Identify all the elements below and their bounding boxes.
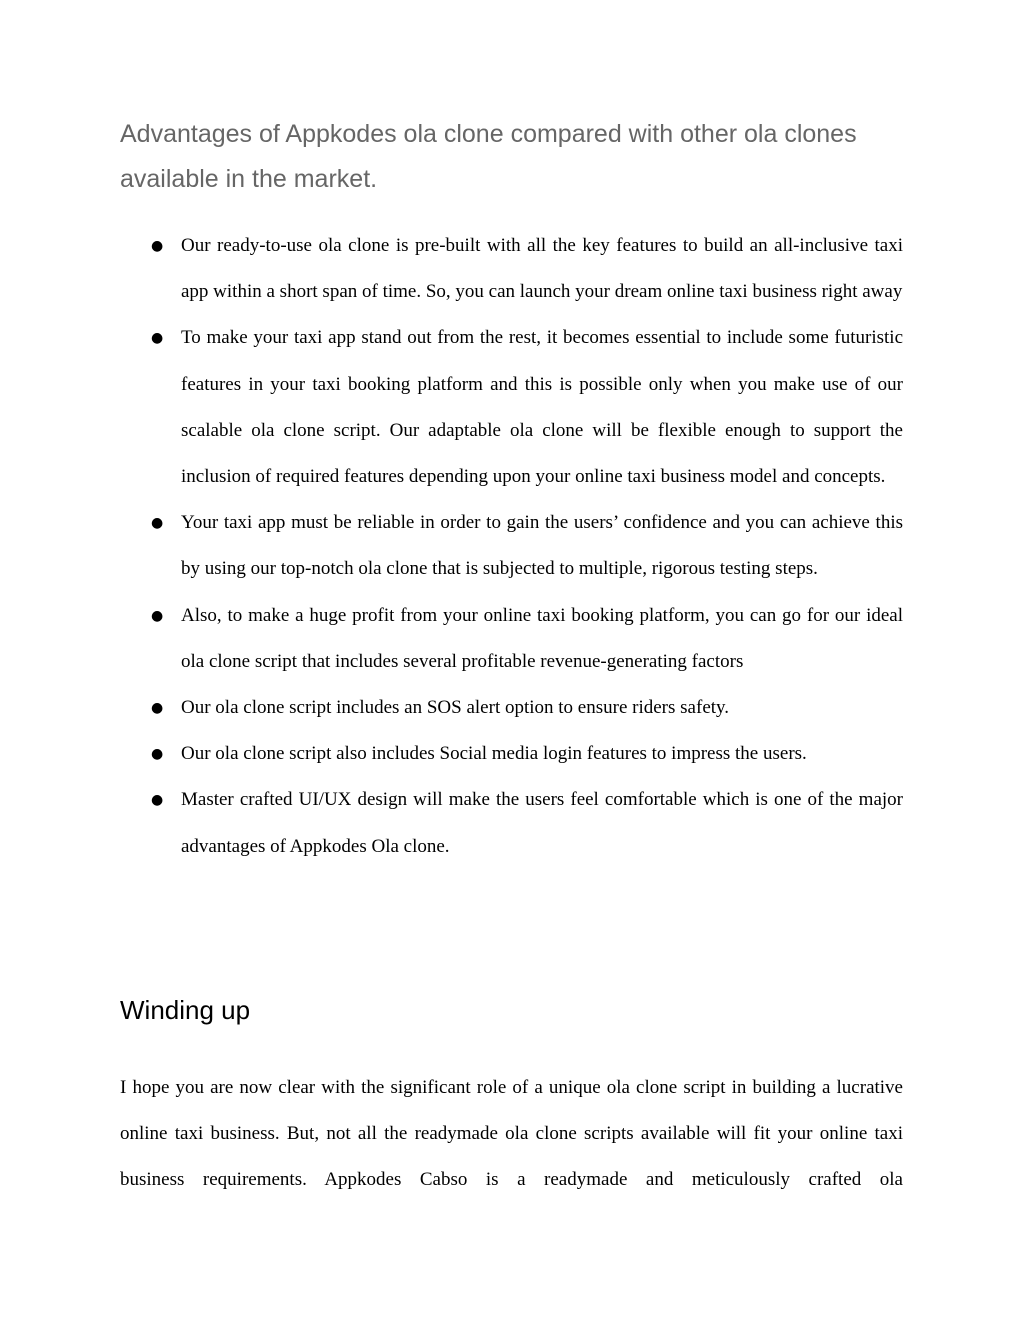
list-item-text: Our ola clone script includes an SOS alert option to ensure riders safety. [181,697,730,719]
list-item [120,315,903,500]
list-item [120,593,903,685]
list-item [120,777,903,869]
list-item-text: Our ola clone script also includes Social media login features to impress the users. [181,743,807,765]
list-item [120,223,903,315]
list-item [120,500,903,592]
list-item-text: Our ready-to-use ola clone is pre-built with all the key features to build an all-inclusive taxi app within a short span of time. So, you can launch your dream online taxi business right away [181,235,903,303]
bullet-icon: ● [151,746,164,763]
advantages-subtitle: Advantages of Appkodes ola clone compared with other ola clones available in the market. [120,120,857,193]
advantages-list [120,223,903,870]
winding-up-heading: Winding up [120,995,251,1025]
list-item [120,731,903,777]
bullet-icon: ● [151,238,164,254]
list-item-text: Your taxi app must be reliable in order to gain the users’ confidence and you can achieve this by using our top-notch ola clone that is subjected to multiple, rigorous testing steps. [181,512,903,580]
winding-up-paragraph: I hope you are now clear with the significant role of a unique ola clone script in building a lucrative online taxi business. But, not all the readymade ola clone scripts available will fit your online taxi business requirements. Appkodes Cabso is a readymade and meticulously crafted ola [120,1077,903,1191]
list-item-text: Master crafted UI/UX design will make the users feel comfortable which is one of the major advantages of Appkodes Ola clone. [181,789,903,857]
bullet-icon: ● [151,607,164,624]
list-item [120,685,903,731]
bullet-icon: ● [151,515,164,532]
bullet-icon: ● [151,330,164,347]
bullet-icon: ● [151,792,164,809]
list-item-text: Also, to make a huge profit from your online taxi booking platform, you can go for our ideal ola clone script that includes several profitable revenue-generating factors [181,604,903,672]
list-item-text: To make your taxi app stand out from the rest, it becomes essential to include some futuristic features in your taxi booking platform and this is possible only when you make use of our scalable ola clone script. Our adaptable ola clone will be flexible enough to support the inclusion of required features depending upon your online taxi business model and concepts. [181,327,903,488]
bullet-icon: ● [151,700,164,717]
